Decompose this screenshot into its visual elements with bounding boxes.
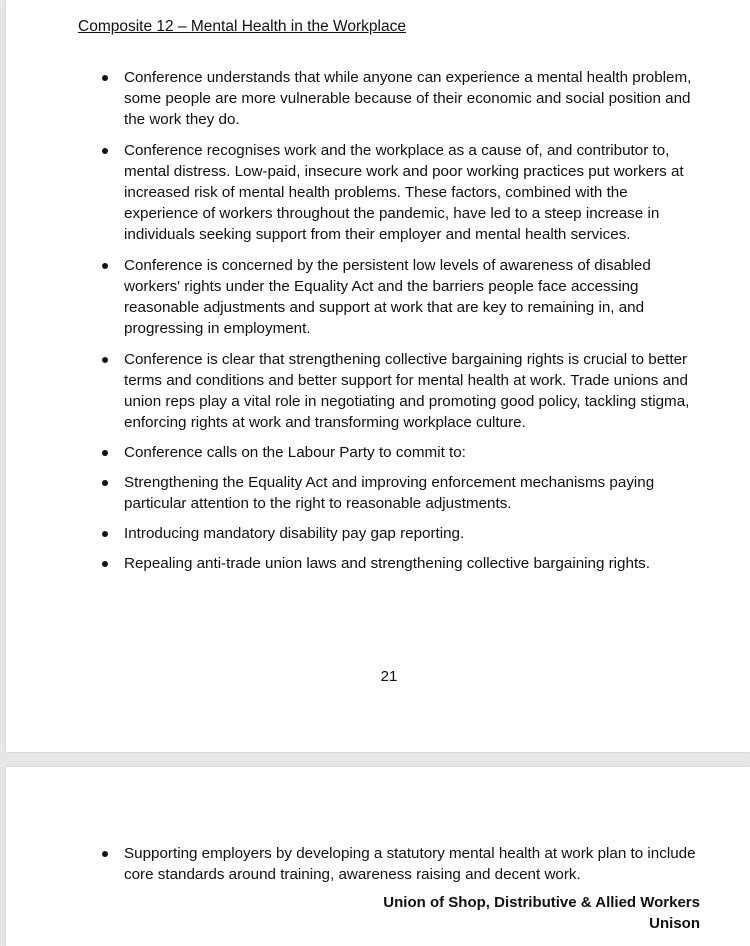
- signatory-unison: Unison: [649, 915, 700, 932]
- composite-title: Composite 12 – Mental Health in the Workplace: [78, 18, 406, 35]
- page-number: 21: [380, 668, 398, 685]
- document-page-21: [6, 0, 750, 752]
- bullet-item: Conference understands that while anyone can experience a mental health problem, some people are more vulnerable because of their economic and social position and the work they do.: [102, 67, 702, 130]
- bullet-item: Supporting employers by developing a statutory mental health at work plan to include core standards around training, awareness raising and decent work.: [102, 843, 702, 885]
- bullet-item: Repealing anti-trade union laws and strengthening collective bargaining rights.: [102, 553, 702, 574]
- signatories: [383, 892, 700, 934]
- bullet-item: Strengthening the Equality Act and improving enforcement mechanisms paying particular attention to the right to reasonable adjustments.: [102, 472, 702, 514]
- document-page-22: [6, 767, 750, 946]
- bullet-item: Conference is concerned by the persistent low levels of awareness of disabled workers' rights under the Equality Act and the barriers people face accessing reasonable adjustments and support at work that are key to remaining in, and progressing in employment.: [102, 255, 702, 339]
- bullet-item: Introducing mandatory disability pay gap reporting.: [102, 523, 702, 544]
- bullet-item: Conference calls on the Labour Party to commit to:: [102, 442, 702, 463]
- signatory-usdaw: Union of Shop, Distributive & Allied Workers: [383, 894, 700, 911]
- continued-bullet-list: [102, 843, 702, 885]
- bullet-item: Conference recognises work and the workplace as a cause of, and contributor to, mental distress. Low-paid, insecure work and poor working practices put workers at increased risk of mental health problems. These factors, combined with the experience of workers throughout the pandemic, have led to a steep increase in individuals seeking support from their employer and mental health services.: [102, 140, 702, 245]
- bullet-item: Conference is clear that strengthening collective bargaining rights is crucial to better terms and conditions and better support for mental health at work. Trade unions and union reps play a vital role in negotiating and promoting good policy, tackling stigma, enforcing rights at work and transforming workplace culture.: [102, 349, 702, 433]
- motion-bullet-list: [102, 67, 702, 574]
